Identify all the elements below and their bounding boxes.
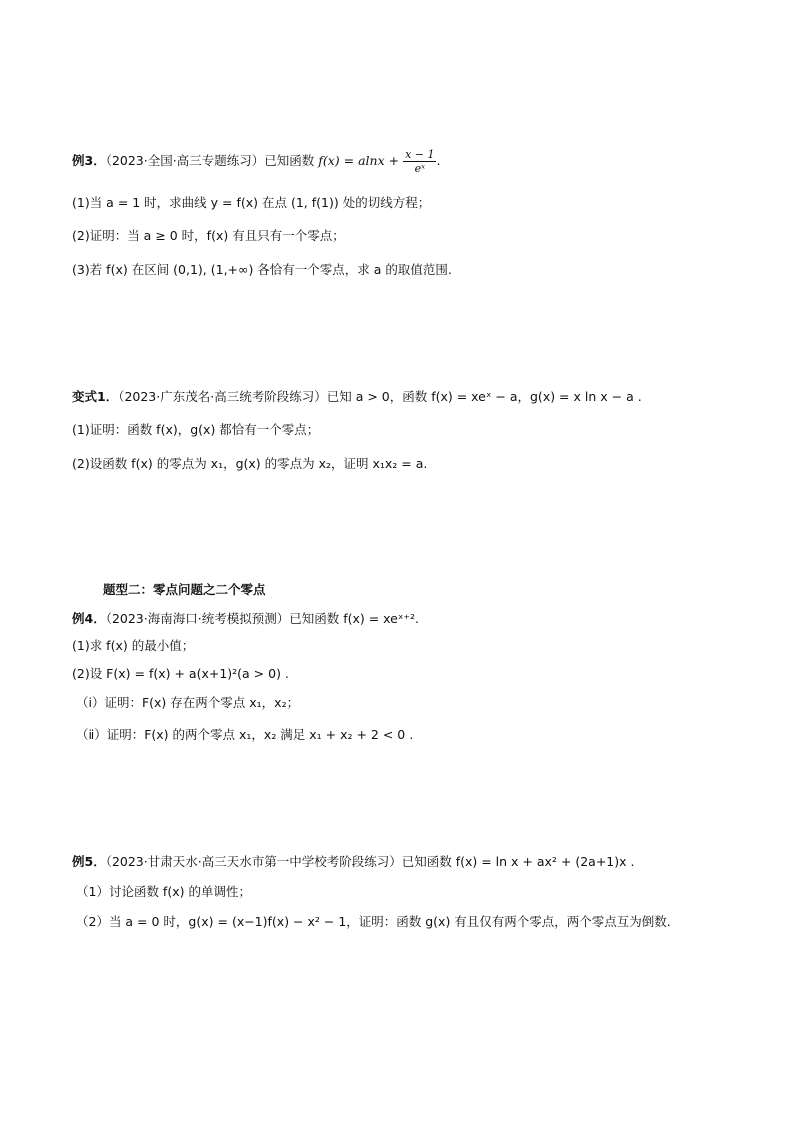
ex4-q2ii: （ⅱ）证明：F(x) 的两个零点 x₁，x₂ 满足 x₁ + x₂ + 2 < 0 . [76, 727, 414, 742]
var1-stem-line [72, 388, 642, 406]
ex3-source: （2023·全国·高三专题练习） [105, 153, 265, 168]
ex3-q3: (3)若 f(x) 在区间 (0,1), (1,+∞) 各恰有一个零点，求 a 的取值范围. [72, 262, 452, 277]
ex4-stem-line [72, 610, 419, 628]
ex5-q2: （2）当 a = 0 时，g(x) = (x−1)f(x) − x² − 1，证明：函数 g(x) 有且仅有两个零点，两个零点互为倒数. [76, 914, 671, 929]
ex5-stem: 已知函数 f(x) = ln x + ax² + (2a+1)x . [401, 854, 635, 869]
ex4-q2i: （ⅰ）证明：F(x) 存在两个零点 x₁，x₂； [76, 695, 300, 710]
var1-stem: 已知 a > 0，函数 f(x) = xeˣ − a，g(x) = x ln x − a . [326, 389, 642, 404]
ex5-stem-line [72, 853, 634, 871]
ex3-frac-den: eˣ [414, 162, 425, 175]
ex5-q1: （1）讨论函数 f(x) 的单调性； [76, 884, 251, 899]
ex3-q2: (2)证明：当 a ≥ 0 时，f(x) 有且只有一个零点； [72, 228, 345, 243]
ex4-source: （2023·海南海口·统考模拟预测） [105, 611, 290, 626]
var1-source: （2023·广东茂名·高三统考阶段练习） [118, 389, 327, 404]
ex4-stem: 已知函数 f(x) = xeˣ⁺². [289, 611, 419, 626]
var1-label: 变式1． [72, 389, 119, 404]
ex3-stem-end: . [436, 153, 441, 168]
ex5-source: （2023·甘肃天水·高三天水市第一中学校考阶段练习） [105, 854, 402, 869]
ex3-stem [72, 148, 440, 175]
ex5-label: 例5． [72, 854, 106, 869]
ex3-q1: (1)当 a = 1 时，求曲线 y = f(x) 在点 (1, f(1)) 处的切线方程； [72, 195, 431, 210]
ex4-q1: (1)求 f(x) 的最小值； [72, 638, 195, 653]
ex3-frac-num: x − 1 [405, 148, 435, 161]
var1-q1: (1)证明：函数 f(x)，g(x) 都恰有一个零点； [72, 422, 320, 437]
ex4-q2: (2)设 F(x) = f(x) + a(x+1)²(a > 0) . [72, 666, 289, 681]
ex3-stem-prefix: 已知函数 [264, 153, 315, 168]
ex3-label: 例3． [72, 153, 106, 168]
ex3-func: f(x) = alnx + [318, 153, 400, 168]
ex3-fraction [403, 148, 436, 175]
var1-q2: (2)设函数 f(x) 的零点为 x₁，g(x) 的零点为 x₂，证明 x₁x₂ = a. [72, 456, 428, 471]
section-heading: 题型二：零点问题之二个零点 [103, 582, 266, 597]
ex4-label: 例4． [72, 611, 106, 626]
